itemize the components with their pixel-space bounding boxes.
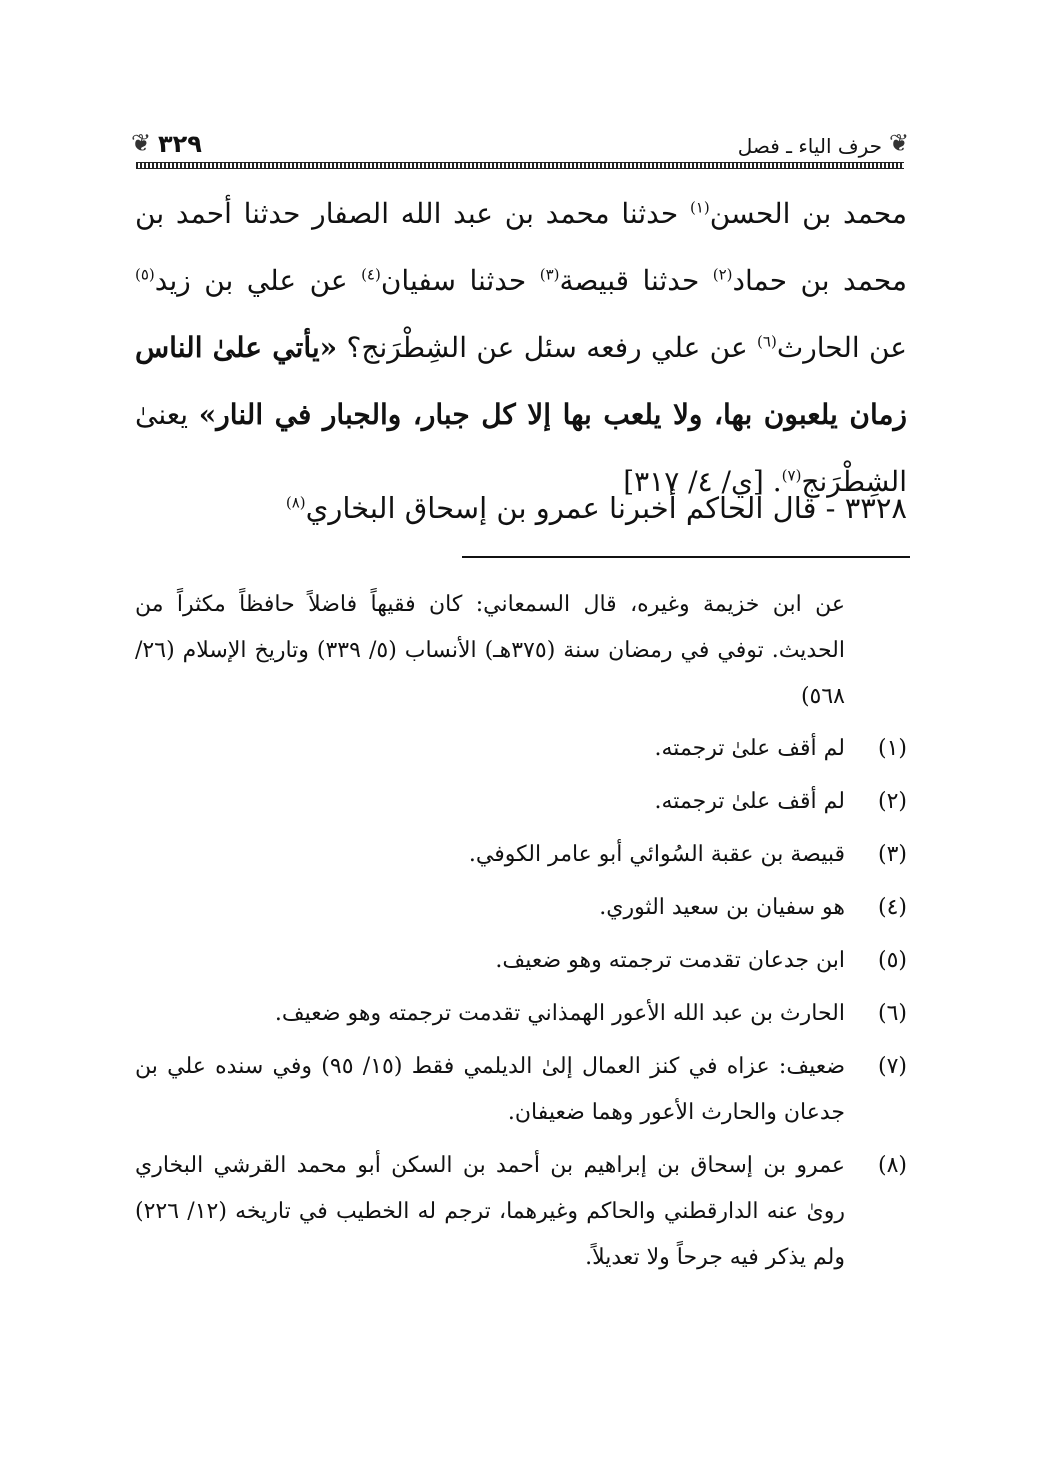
footnote-ref-6: (٦): [757, 332, 777, 351]
footnote-item: [135, 938, 907, 984]
footnote-ref-1: (١): [689, 198, 710, 217]
text-segment: عن علي رفعه سئل عن الشِطْرَنج؟: [337, 331, 758, 364]
hadith-text: «يأتي علىٰ الناس زمان يلعبون بها، ولا يلعب بها إلا كل جبار، والجبار في النار»: [135, 331, 907, 431]
footnote-item: [135, 1143, 907, 1281]
footnotes: [135, 582, 907, 1288]
text-segment: حدثنا سفيان: [380, 264, 540, 297]
footnote-number: (٣): [877, 842, 907, 867]
text-segment: حدثنا قبيصة: [559, 264, 713, 297]
footnote-number: (٢): [877, 789, 907, 814]
text-segment: حدثنا محمد بن عبد الله الصفار حدثنا أحمد بن محمد بن حماد: [135, 197, 907, 297]
footnote-item: [135, 779, 907, 825]
header-title: حرف الياء ـ فصل: [737, 134, 882, 158]
footnote-ref-3: (٣): [539, 265, 560, 284]
footnote-ref-8: (٨): [285, 493, 306, 512]
text-segment: يعنىٰ الشِطْرَنج: [135, 398, 907, 498]
footnote-text: قبيصة بن عقبة السُوائي أبو عامر الكوفي.: [468, 842, 845, 867]
footnote-divider: [462, 556, 910, 558]
footnote-ref-5: (٥): [135, 265, 155, 284]
main-text: [135, 180, 907, 515]
footnote-number: (٨): [877, 1153, 907, 1178]
header-rule: [136, 162, 904, 169]
isnad-paragraph: [135, 180, 907, 515]
entry-heading: [135, 488, 907, 528]
footnote-text: لم أقف علىٰ ترجمته.: [654, 736, 845, 761]
footnote-number: (١): [877, 736, 907, 761]
source-reference: . [ي/ ٤/ ٣١٧]: [623, 465, 782, 498]
entry-text: ٣٣٢٨ - قال الحاكم أخبرنا عمرو بن إسحاق البخاري: [305, 491, 907, 525]
text-segment: عن علي بن زيد: [154, 264, 362, 297]
footnote-text: ضعيف: عزاه في كنز العمال إلىٰ الديلمي فقط (١٥/ ٩٥) وفي سنده علي بن جدعان والحارث الأعور وهما ضعيفان.: [135, 1054, 846, 1125]
footnote-text: ابن جدعان تقدمت ترجمته وهو ضعيف.: [495, 948, 845, 973]
running-header: [130, 128, 910, 168]
footnote-item: [135, 726, 907, 772]
footnote-text: هو سفيان بن سعيد الثوري.: [599, 895, 845, 920]
text-segment: عن الحارث: [776, 331, 908, 364]
footnote-continuation: عن ابن خزيمة وغيره، قال السمعاني: كان فقيهاً فاضلاً حافظاً مكثراً من الحديث. توفي في رمضان سنة (٣٧٥هـ) الأنساب (٥/ ٣٣٩) وتاريخ الإسلام (٢٦/ ٥٦٨): [135, 592, 845, 709]
header-ornament-left-icon: ❦: [130, 129, 152, 157]
footnote-item: [135, 885, 907, 931]
footnote-item: [135, 1044, 907, 1136]
header-ornament-right-icon: ❦: [888, 129, 910, 157]
footnote-number: (٦): [877, 1001, 907, 1026]
text-segment: محمد بن الحسن: [709, 197, 908, 230]
footnote-text: الحارث بن عبد الله الأعور الهمذاني تقدمت ترجمته وهو ضعيف.: [274, 1001, 845, 1026]
footnote-item: [135, 991, 907, 1037]
footnote-number: (٧): [877, 1054, 907, 1079]
footnote-number: (٤): [877, 895, 907, 920]
footnote-item: [135, 832, 907, 878]
page-number: ٣٢٩: [158, 130, 202, 158]
footnote-text: عمرو بن إسحاق بن إبراهيم بن أحمد بن السكن أبو محمد القرشي البخاري روىٰ عنه الدارقطني والحاكم وغيرهما، ترجم له الخطيب في تاريخه (١٢/ ٢٢٦) ولم يذكر فيه جرحاً ولا تعديلاً.: [135, 1153, 846, 1270]
footnote-ref-2: (٢): [712, 265, 733, 284]
footnote-number: (٥): [877, 948, 907, 973]
footnote-ref-4: (٤): [361, 265, 381, 284]
footnote-ref-7: (٧): [781, 466, 802, 485]
footnote-text: لم أقف علىٰ ترجمته.: [654, 789, 845, 814]
